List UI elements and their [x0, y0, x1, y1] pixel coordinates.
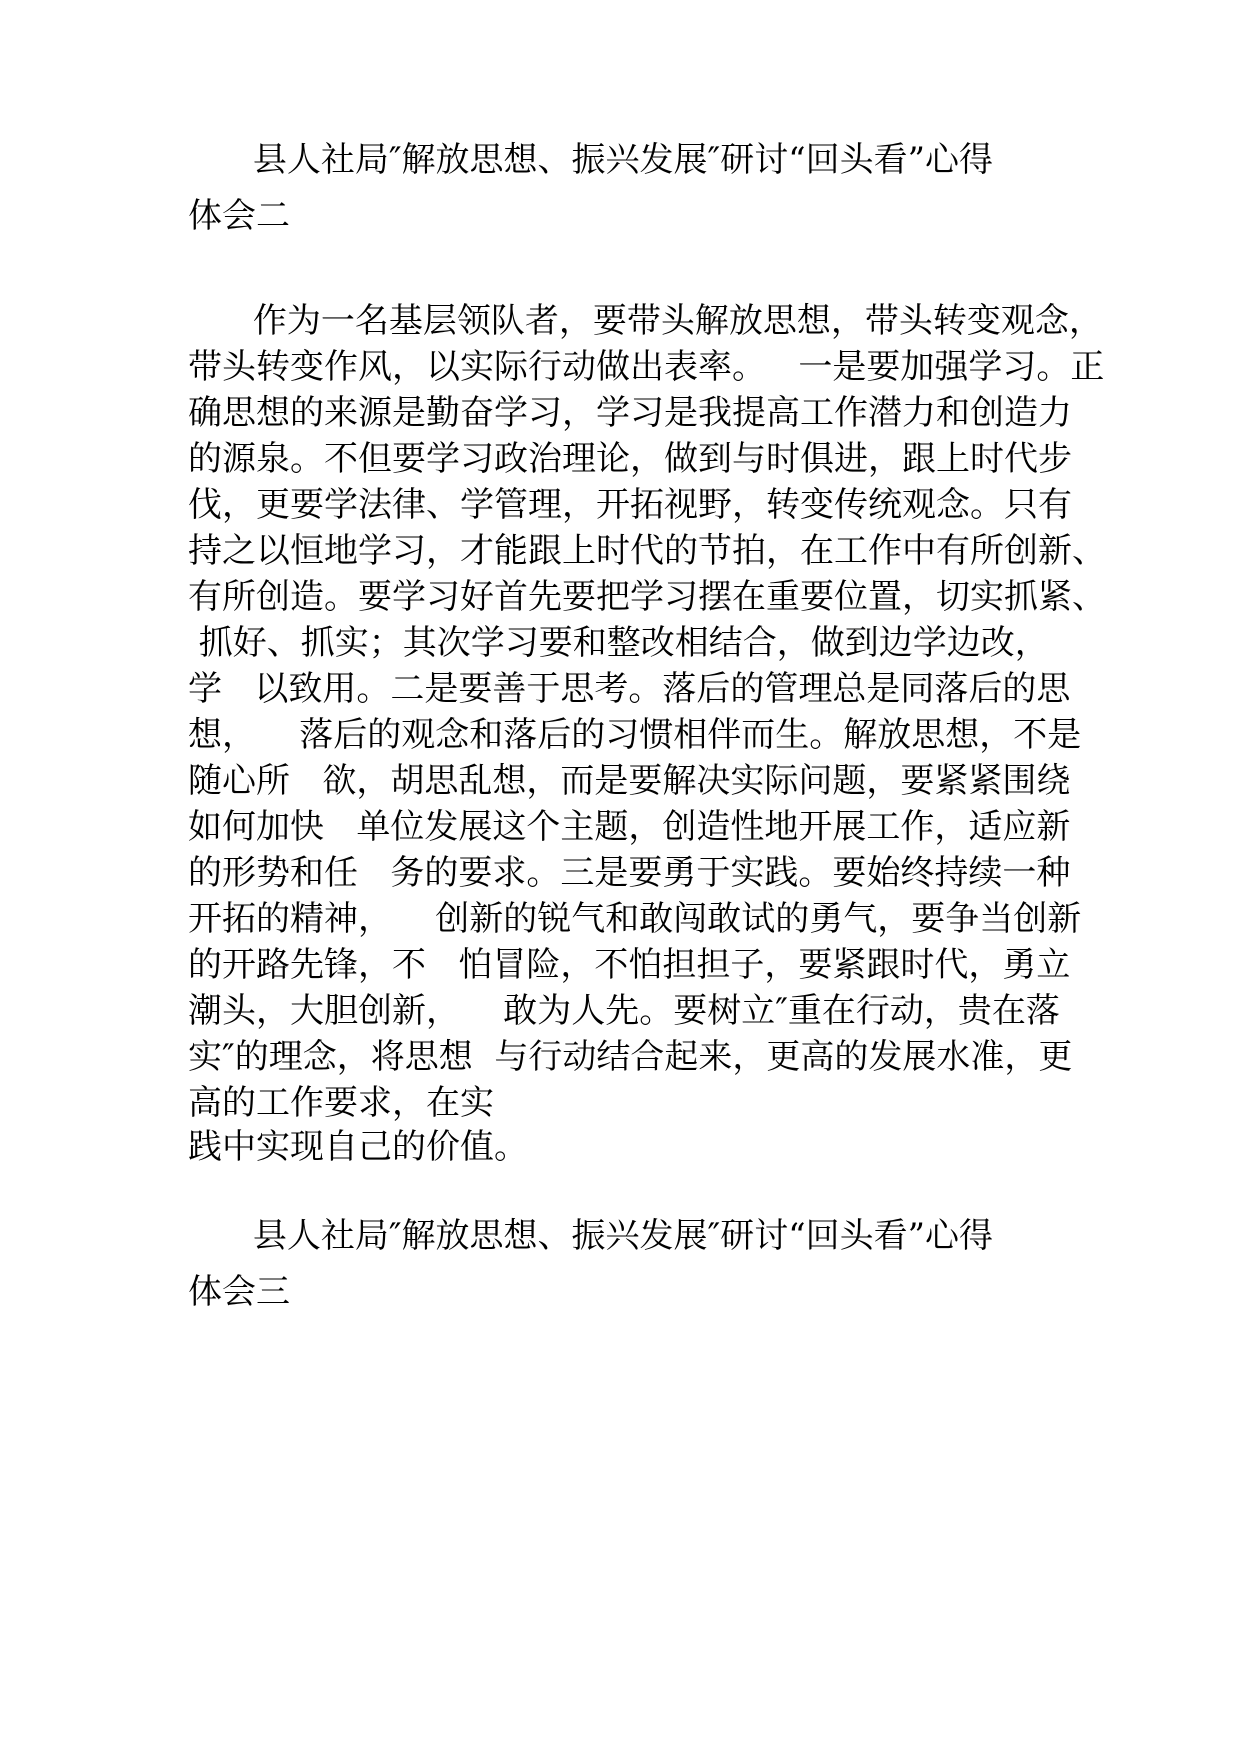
heading-2-line-1: 县人社局″解放思想、振兴发展″研讨“回头看”心得: [188, 140, 994, 180]
body-2-line-3: 确思想的来源是勤奋学习，学习是我提高工作潜力和创造力: [188, 393, 1072, 433]
body-2-line-2: 带头转变作风，以实际行动做出表率。 一是要加强学习。正: [188, 347, 1105, 387]
body-2-line-4: 的源泉。不但要学习政治理论，做到与时俱进，跟上时代步: [188, 439, 1072, 479]
body-2-line-8: 抓好、抓实；其次学习要和整改相结合，做到边学边改，: [188, 623, 1049, 663]
heading-3-line-1: 县人社局″解放思想、振兴发展″研讨“回头看”心得: [188, 1216, 994, 1256]
body-2-line-1: 作为一名基层领队者，要带头解放思想，带头转变观念，: [188, 301, 1103, 341]
body-2-line-10: 想， 落后的观念和落后的习惯相伴而生。解放思想，不是: [188, 715, 1082, 755]
body-2-line-15: 的开路先锋，不 怕冒险，不怕担担子，要紧跟时代，勇立: [188, 945, 1071, 985]
body-2-line-9: 学 以致用。二是要善于思考。落后的管理总是同落后的思: [188, 669, 1071, 709]
body-2-line-19: 践中实现自己的价值。: [188, 1127, 528, 1167]
body-2-line-7: 有所创造。要学习好首先要把学习摆在重要位置，切实抓紧、: [188, 577, 1106, 617]
heading-3-line-2: 体会三: [188, 1272, 290, 1312]
body-2-line-13: 的形势和任 务的要求。三是要勇于实践。要始终持续一种: [188, 853, 1071, 893]
body-2-line-18: 高的工作要求，在实: [188, 1083, 494, 1123]
body-2-line-17: 实″的理念，将思想 与行动结合起来，更高的发展水准，更: [188, 1037, 1073, 1077]
heading-2-line-2: 体会二: [188, 196, 290, 236]
body-2-line-16: 潮头，大胆创新， 敢为人先。要树立″重在行动，贵在落: [188, 991, 1060, 1031]
body-2-line-6: 持之以恒地学习，才能跟上时代的节拍，在工作中有所创新、: [188, 531, 1106, 571]
body-2-line-14: 开拓的精神， 创新的锐气和敢闯敢试的勇气，要争当创新: [188, 899, 1082, 939]
body-2-line-5: 伐，更要学法律、学管理，开拓视野，转变传统观念。只有: [188, 485, 1072, 525]
body-2-line-11: 随心所 欲，胡思乱想，而是要解决实际问题，要紧紧围绕: [188, 761, 1071, 801]
body-2-line-12: 如何加快 单位发展这个主题，创造性地开展工作，适应新: [188, 807, 1071, 847]
